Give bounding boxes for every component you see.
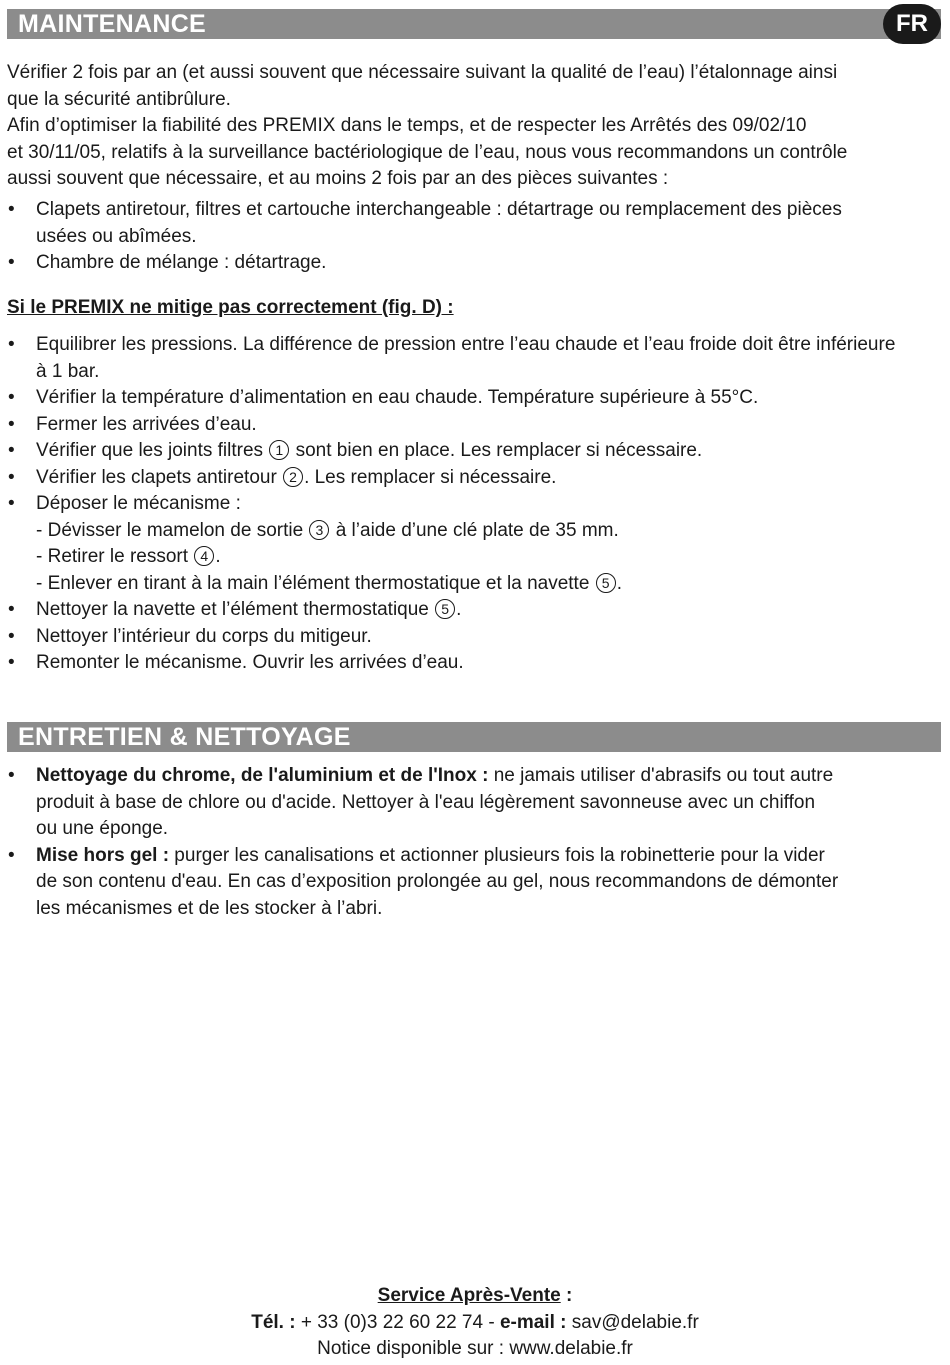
intro-line: aussi souvent que nécessaire, et au moins 2 fois par an des pièces suivantes : — [7, 168, 669, 189]
list-item-text: - Dévisser le mamelon de sortie — [36, 519, 309, 541]
list-item-text: . Les remplacer si nécessaire. — [304, 466, 557, 488]
list-item-text: à l’aide d’une clé plate de 35 mm. — [330, 519, 619, 541]
list-item-text: sont bien en place. Les remplacer si nécessaire. — [290, 440, 703, 461]
email-address: sav@delabie.fr — [566, 1311, 699, 1333]
list-item-text: • Chambre de mélange : détartrage. — [36, 252, 327, 273]
contact-line — [0, 1310, 950, 1337]
list-item-text: . — [456, 599, 462, 620]
intro-line: Vérifier 2 fois par an (et aussi souvent que nécessaire suivant la qualité de l’eau) l’étalonnage ainsi — [7, 62, 838, 83]
list-item — [7, 763, 942, 843]
list-item-text: ou une éponge. — [36, 818, 169, 839]
list-item-text: Fermer les arrivées d’eau. — [36, 413, 257, 435]
list-item-text: • Equilibrer les pressions. La différence de pression entre l’eau chaude et l’eau froide doit être inférieure — [36, 334, 896, 355]
list-item-text: de son contenu d'eau. En cas d’exposition prolongée au gel, nous recommandons de démonter — [36, 871, 839, 892]
service-heading — [0, 1283, 950, 1310]
list-item-text: - Retirer le ressort — [36, 546, 194, 567]
list-item-text: à 1 bar. — [36, 360, 100, 382]
section-header-maintenance — [7, 9, 941, 39]
list-item-text: purger les canalisations et actionner plusieurs fois la robinetterie pour la vider — [169, 844, 825, 866]
service-colon: : — [560, 1285, 573, 1306]
list-item-text: produit à base de chlore ou d'acide. Nettoyer à l'eau légèrement savonneuse avec un chiffon — [36, 791, 816, 813]
callout-number: 1 — [269, 440, 289, 460]
list-item — [7, 624, 942, 651]
list-item-line — [36, 763, 942, 790]
sub-step — [36, 544, 942, 571]
cleaning-list — [7, 763, 942, 922]
list-item-text: . — [215, 546, 221, 567]
service-label: Service Après-Vente — [377, 1285, 561, 1306]
list-item-text: Vérifier que les joints filtres — [36, 440, 269, 461]
list-item-text: ne jamais utiliser d'abrasifs ou tout autre — [488, 765, 834, 786]
intro-line: Afin d’optimiser la fiabilité des PREMIX dans le temps, et de respecter les Arrêtés des 09/02/10 — [7, 115, 807, 136]
troubleshoot-steps — [7, 332, 942, 677]
list-item — [7, 843, 942, 923]
sub-step — [36, 571, 942, 598]
troubleshoot-heading — [7, 295, 942, 322]
list-item-text: Remonter le mécanisme. Ouvrir les arrivées d’eau. — [36, 652, 464, 673]
list-item-text: usées ou abîmées. — [36, 225, 197, 247]
language-badge: FR — [883, 4, 941, 44]
list-item — [7, 332, 942, 385]
list-item-text: Vérifier la température d’alimentation en eau chaude. Température supérieure à 55°C. — [36, 387, 759, 408]
callout-number: 5 — [596, 573, 616, 593]
list-item-text: Vérifier les clapets antiretour — [36, 466, 283, 488]
section-title: ENTRETIEN & NETTOYAGE — [18, 723, 351, 751]
callout-number: 5 — [435, 599, 455, 619]
list-item-text: • Déposer le mécanisme : — [36, 493, 241, 514]
list-item-line — [36, 843, 942, 870]
parts-list — [7, 197, 942, 277]
intro-line: et 30/11/05, relatifs à la surveillance bactériologique de l’eau, nous vous recommandons un contrôle — [7, 141, 848, 163]
callout-number: 3 — [309, 520, 329, 540]
list-item-title: Mise hors gel : — [36, 844, 170, 866]
section-header-entretien — [7, 722, 941, 752]
maintenance-intro — [7, 60, 942, 193]
sub-step — [36, 518, 942, 545]
list-item-title: Nettoyage du chrome, de l'aluminium et de l'Inox : — [36, 765, 489, 786]
list-item — [7, 438, 942, 465]
footer-contact — [0, 1283, 950, 1363]
email-label: e-mail : — [499, 1311, 567, 1333]
list-item — [7, 650, 942, 677]
phone-label: Tél. : — [251, 1311, 296, 1333]
list-item-text: • Clapets antiretour, filtres et cartouche interchangeable : détartrage ou remplacement des pièces — [36, 199, 842, 220]
callout-number: 2 — [283, 467, 303, 487]
list-item-text: les mécanismes et de les stocker à l’abri. — [36, 897, 383, 919]
list-item — [7, 412, 942, 439]
notice-line: Notice disponible sur : www.delabie.fr — [317, 1338, 633, 1359]
callout-number: 4 — [194, 546, 214, 566]
intro-line: que la sécurité antibrûlure. — [7, 88, 231, 110]
list-item-text: Nettoyer l’intérieur du corps du mitigeur. — [36, 625, 372, 647]
list-item-text: Nettoyer la navette et l’élément thermostatique — [36, 599, 435, 620]
list-item — [7, 491, 942, 597]
troubleshoot-heading-text: Si le PREMIX ne mitige pas correctement (fig. D) : — [7, 297, 454, 318]
list-item-text: . — [616, 572, 622, 594]
list-item — [7, 597, 942, 624]
list-item — [7, 385, 942, 412]
list-item — [7, 250, 942, 277]
section-title: MAINTENANCE — [18, 10, 207, 38]
phone-number: + 33 (0)3 22 60 22 74 - — [295, 1311, 500, 1333]
list-item-text: - Enlever en tirant à la main l’élément thermostatique et la navette — [36, 572, 595, 594]
list-item — [7, 197, 942, 250]
list-item — [7, 465, 942, 492]
